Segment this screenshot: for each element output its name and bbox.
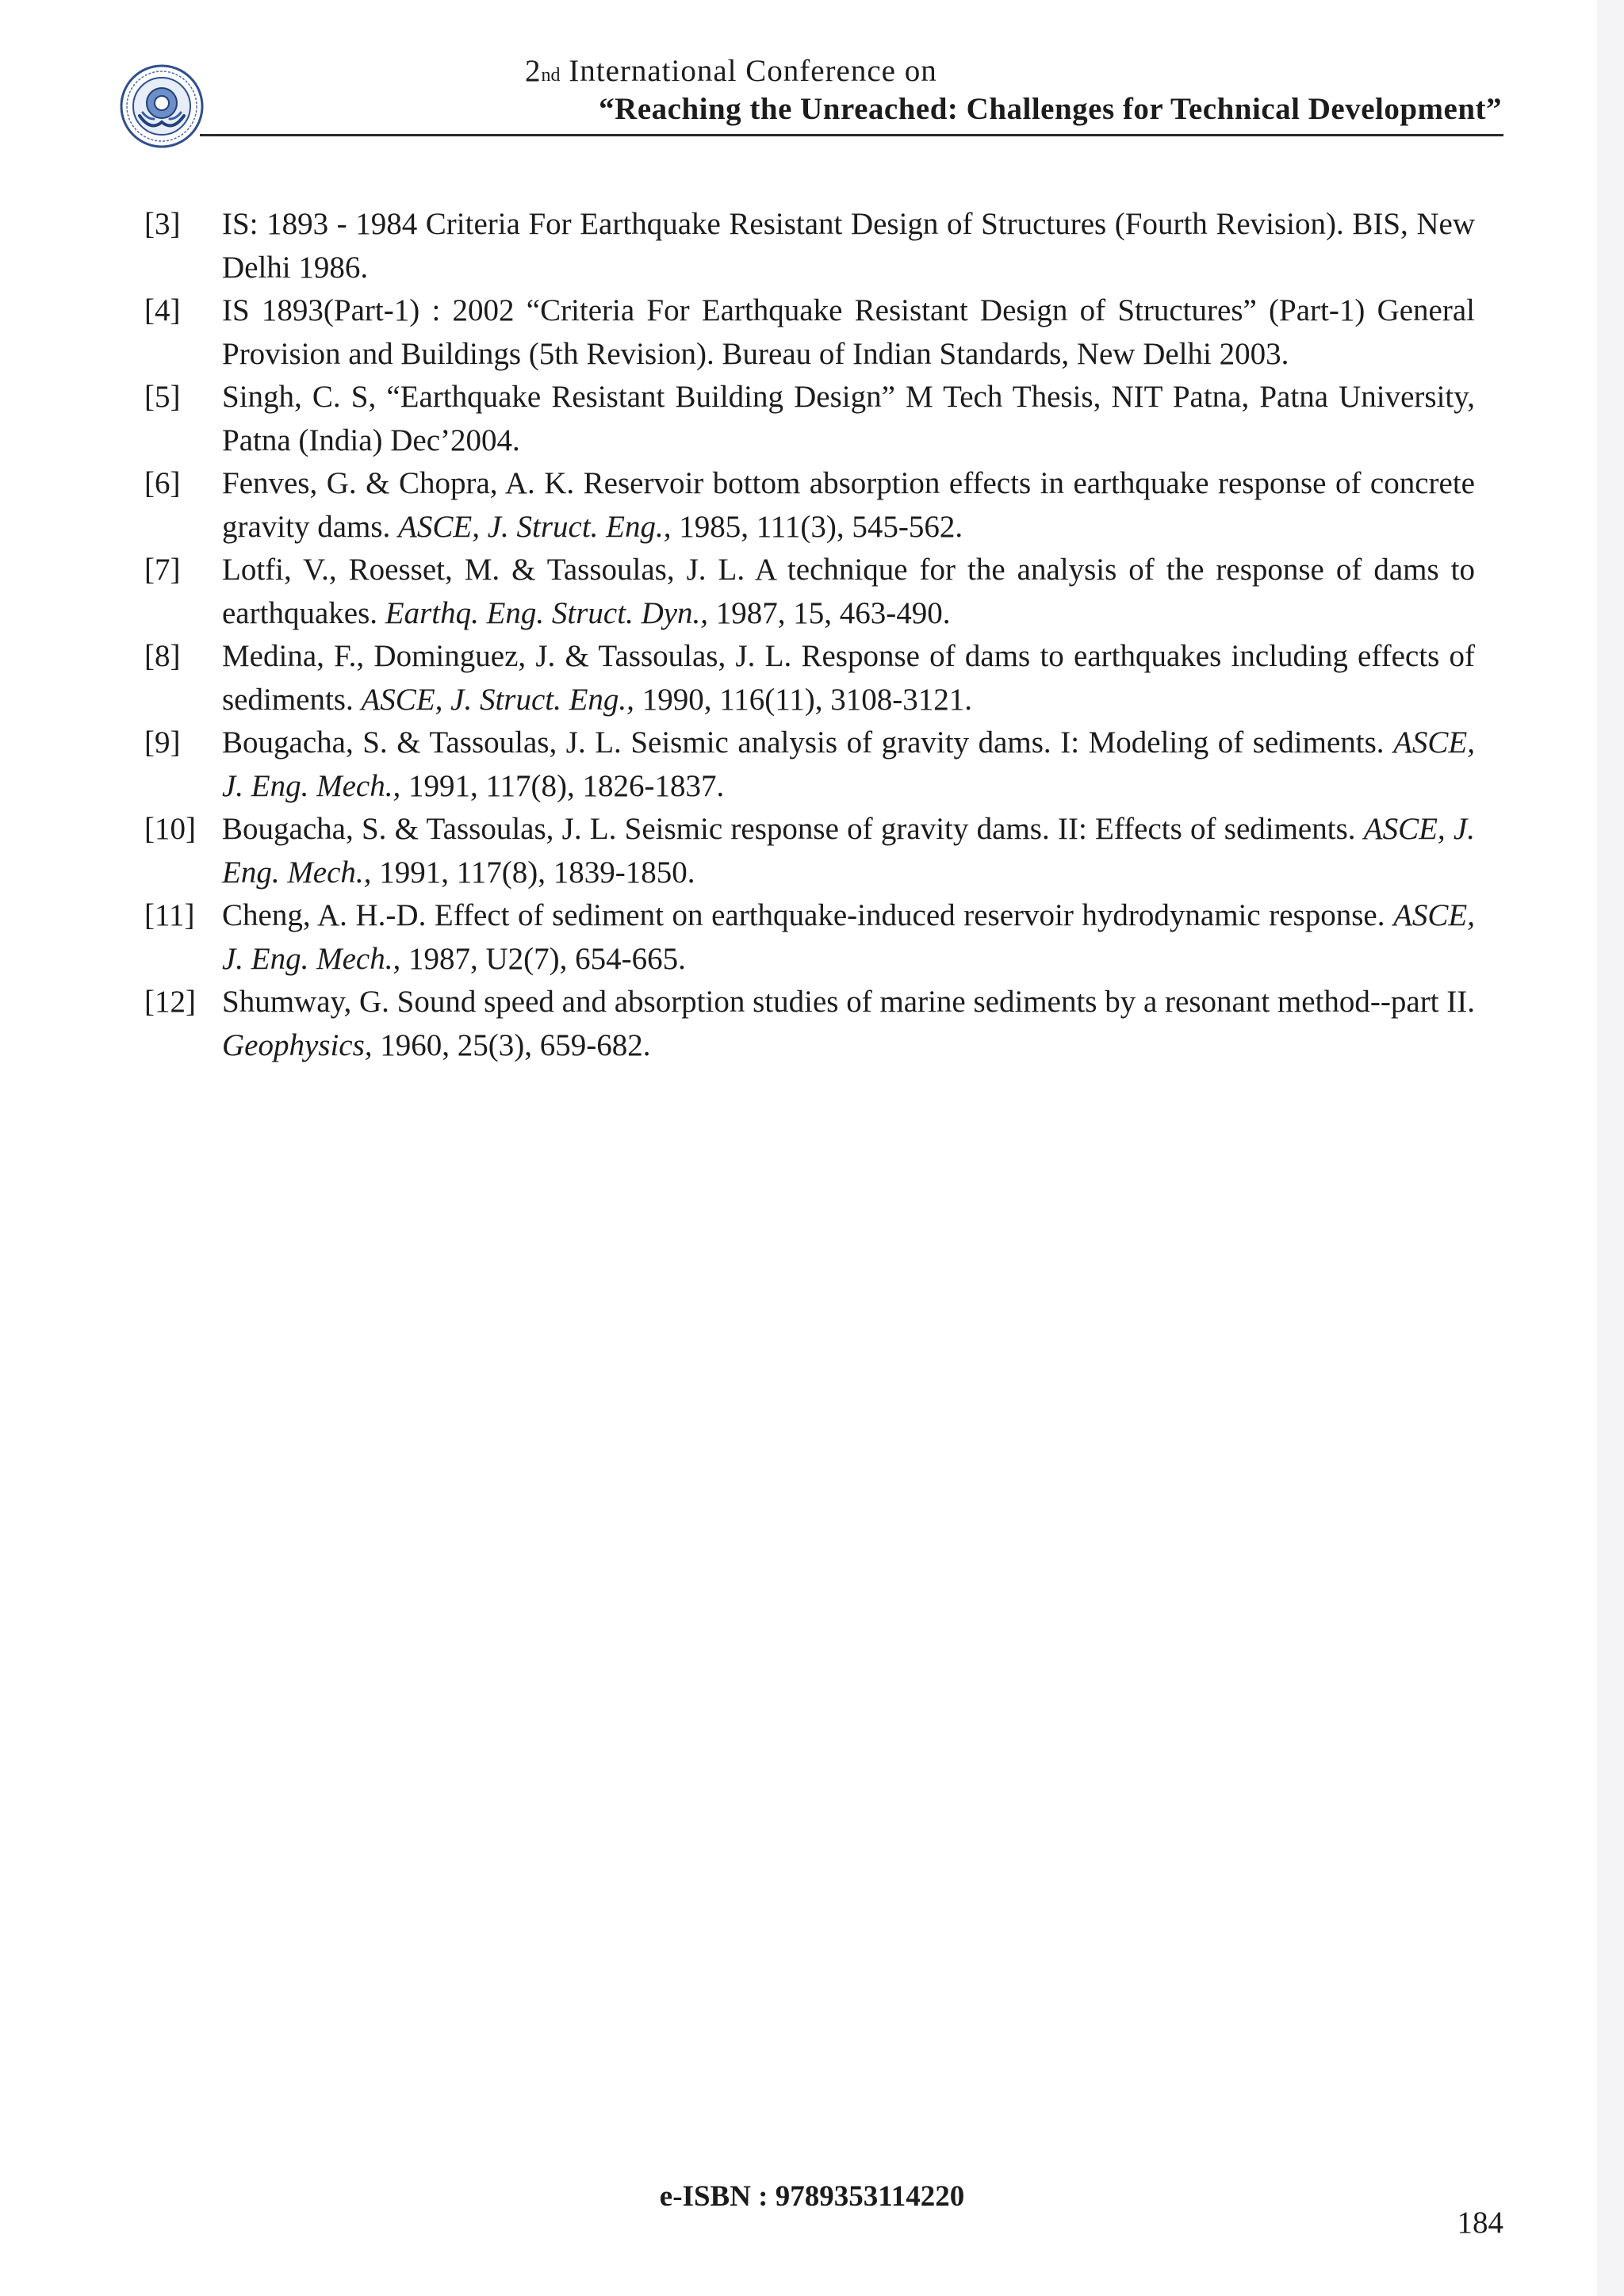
conference-edition [525, 55, 937, 86]
reference-segment: 1991, 117(8), 1839-1850. [371, 855, 695, 890]
reference-segment: IS 1893(Part-1) : 2002 “Criteria For Earthquake Resistant Design of Structures” (Part-1) General Provision and Buildings (5th Revision). Bureau of Indian Standards, New Delhi 2003. [222, 293, 1475, 371]
reference-number: [7] [144, 553, 181, 587]
reference-text [222, 808, 1475, 894]
reference-text [222, 721, 1475, 808]
reference-source: Geophysics, [222, 1027, 373, 1062]
reference-number: [10] [144, 812, 196, 846]
reference-segment: Singh, C. S, “Earthquake Resistant Building Design” M Tech Thesis, NIT Patna, Patna University, Patna (India) Dec’2004. [222, 380, 1475, 457]
reference-text [222, 894, 1475, 981]
reference-text [222, 203, 1475, 289]
reference-text [222, 635, 1475, 721]
reference-number: [4] [144, 293, 181, 327]
conference-logo [119, 63, 205, 149]
reference-text [222, 981, 1475, 1067]
reference-number: [11] [144, 898, 195, 932]
reference-segment: 1960, 25(3), 659-682. [372, 1027, 651, 1062]
reference-item [144, 721, 1475, 808]
reference-segment: Fenves, G. & Chopra, A. K. Reservoir bottom absorption effects in earthquake response of concrete gravity dams. [222, 466, 1475, 544]
reference-segment: Bougacha, S. & Tassoulas, J. L. Seismic response of gravity dams. II: Effects of sediments. [222, 812, 1364, 846]
reference-item [144, 376, 1475, 462]
reference-source: ASCE, J. Eng. Mech., [222, 898, 1475, 976]
conference-line: International Conference on [560, 54, 937, 88]
reference-text [222, 462, 1475, 549]
reference-source: ASCE, J. Eng. Mech., [222, 812, 1475, 890]
reference-text [222, 376, 1475, 462]
reference-item [144, 894, 1475, 981]
reference-item [144, 981, 1475, 1067]
reference-number: [8] [144, 639, 181, 673]
reference-segment: IS: 1893 - 1984 Criteria For Earthquake Resistant Design of Structures (Fourth Revision). BIS, New Delhi 1986. [222, 207, 1475, 285]
edition-number: 2 [525, 54, 542, 88]
reference-source: ASCE, J. Eng. Mech., [222, 725, 1475, 803]
reference-segment: Medina, F., Dominguez, J. & Tassoulas, J. L. Response of dams to earthquakes including effects of sediments. [222, 639, 1475, 717]
reference-source: ASCE, J. Struct. Eng., [361, 682, 634, 717]
reference-segment: 1987, 15, 463-490. [708, 595, 951, 630]
reference-item [144, 462, 1475, 549]
page-edge-shade [1597, 0, 1624, 2296]
conference-seal-icon [119, 63, 205, 149]
reference-segment: Shumway, G. Sound speed and absorption studies of marine sediments by a resonant method--part II. [222, 985, 1475, 1019]
reference-text [222, 289, 1475, 376]
edition-suffix: nd [541, 65, 561, 86]
reference-number: [6] [144, 466, 181, 500]
reference-segment: 1987, U2(7), 654-665. [400, 941, 686, 976]
reference-item [144, 808, 1475, 894]
reference-list [144, 203, 1475, 1067]
reference-source: ASCE, J. Struct. Eng., [398, 509, 672, 544]
reference-number: [3] [144, 207, 181, 241]
reference-number: [5] [144, 380, 181, 414]
reference-segment: 1990, 116(11), 3108-3121. [634, 682, 973, 717]
reference-item [144, 289, 1475, 376]
page-number: 184 [1457, 2206, 1503, 2240]
reference-source: Earthq. Eng. Struct. Dyn., [385, 595, 709, 630]
reference-text [222, 549, 1475, 635]
reference-item [144, 549, 1475, 635]
reference-segment: Bougacha, S. & Tassoulas, J. L. Seismic analysis of gravity dams. I: Modeling of sediments. [222, 725, 1394, 760]
reference-item [144, 203, 1475, 289]
reference-segment: 1991, 117(8), 1826-1837. [400, 768, 725, 803]
reference-segment: 1985, 111(3), 545-562. [671, 509, 963, 544]
reference-item [144, 635, 1475, 721]
reference-segment: Lotfi, V., Roesset, M. & Tassoulas, J. L. A technique for the analysis of the response of dams to earthquakes. [222, 553, 1475, 630]
conference-title: “Reaching the Unreached: Challenges for Technical Development” [599, 92, 1502, 126]
reference-segment: Cheng, A. H.-D. Effect of sediment on earthquake-induced reservoir hydrodynamic response. [222, 898, 1394, 932]
isbn: e-ISBN : 9789353114220 [659, 2180, 965, 2213]
reference-number: [12] [144, 985, 196, 1019]
header-divider [200, 134, 1503, 136]
reference-number: [9] [144, 725, 181, 760]
